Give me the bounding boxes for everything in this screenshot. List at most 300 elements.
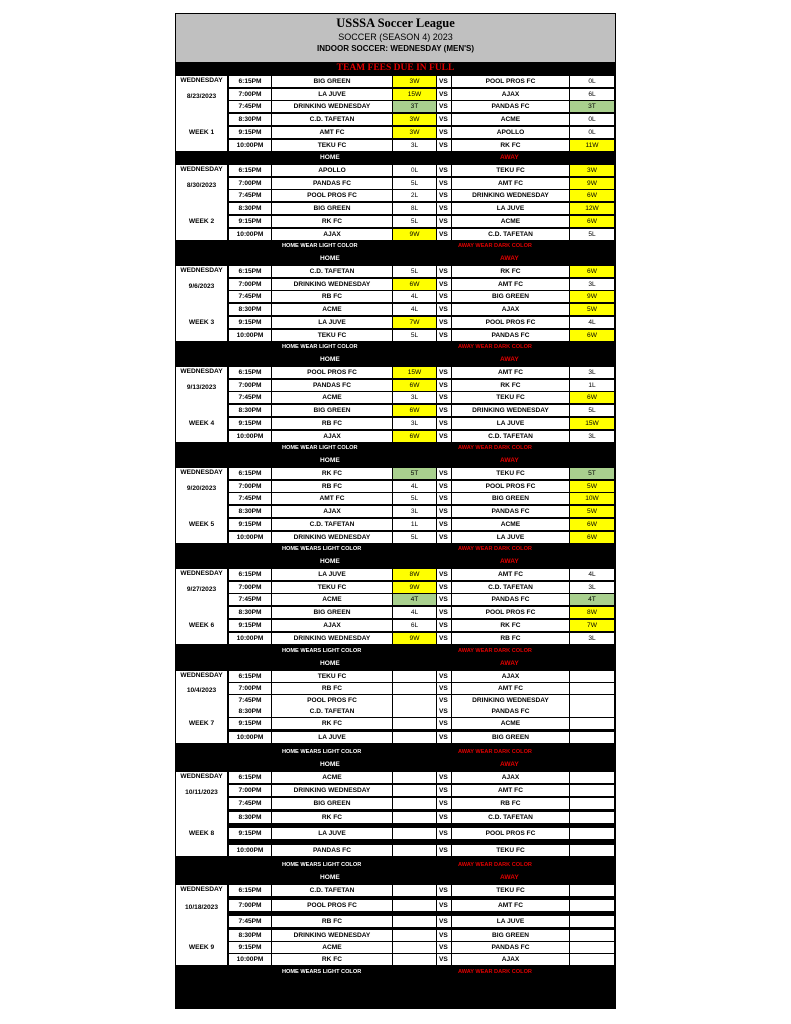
- home-score: 8L: [393, 203, 436, 214]
- home-column-label: HOME: [320, 154, 340, 161]
- home-team: TEKU FC: [272, 671, 392, 682]
- home-score: [393, 900, 436, 911]
- week-day: WEDNESDAY: [180, 773, 223, 780]
- away-team: ACME: [452, 216, 569, 227]
- home-score: 3T: [393, 101, 436, 112]
- week-week: WEEK 6: [188, 621, 215, 629]
- game-time: 7:00PM: [229, 89, 271, 100]
- away-team: BIG GREEN: [452, 291, 569, 302]
- versus-label: VS: [437, 317, 451, 328]
- home-score: 3W: [393, 114, 436, 125]
- game-time: 7:00PM: [229, 900, 271, 911]
- versus-label: VS: [437, 885, 451, 896]
- game-row: [229, 76, 615, 87]
- home-column-label: HOME: [320, 660, 340, 667]
- week-date: 9/13/2023: [186, 383, 217, 391]
- week-label: [176, 367, 227, 442]
- away-team: LA JUVE: [452, 203, 569, 214]
- division-label: INDOOR SOCCER: WEDNESDAY (MEN'S): [316, 44, 475, 53]
- game-time: 7:45PM: [229, 101, 271, 112]
- week-day: WEDNESDAY: [180, 267, 223, 274]
- home-wear-note: HOME WEAR LIGHT COLOR: [282, 445, 358, 451]
- home-team: LA JUVE: [272, 89, 392, 100]
- versus-label: VS: [437, 900, 451, 911]
- game-row: [229, 367, 615, 378]
- away-score: 3L: [570, 279, 614, 290]
- week-day: WEDNESDAY: [180, 469, 223, 476]
- versus-label: VS: [437, 772, 451, 783]
- game-row: [229, 266, 615, 277]
- home-team: C.D. TAFETAN: [272, 519, 392, 530]
- away-team: DRINKING WEDNESDAY: [452, 190, 569, 201]
- away-column-label: AWAY: [500, 558, 519, 565]
- home-wear-note: HOME WEARS LIGHT COLOR: [282, 749, 362, 755]
- versus-label: VS: [437, 392, 451, 403]
- away-score: [570, 916, 614, 927]
- home-team: TEKU FC: [272, 140, 392, 151]
- home-team: RB FC: [272, 481, 392, 492]
- game-time: 10:00PM: [229, 431, 271, 442]
- away-team: TEKU FC: [452, 165, 569, 176]
- home-score: 3L: [393, 418, 436, 429]
- game-time: 6:15PM: [229, 165, 271, 176]
- game-time: 6:15PM: [229, 76, 271, 87]
- week-week: WEEK 7: [188, 719, 215, 727]
- game-time: 9:15PM: [229, 216, 271, 227]
- home-score: 4L: [393, 481, 436, 492]
- game-row: [229, 178, 615, 189]
- game-row: [229, 706, 615, 717]
- away-column-label: AWAY: [500, 761, 519, 768]
- game-time: 7:00PM: [229, 178, 271, 189]
- away-score: [570, 900, 614, 911]
- home-team: DRINKING WEDNESDAY: [272, 785, 392, 796]
- game-row: [229, 772, 615, 783]
- away-score: 5W: [570, 481, 614, 492]
- away-column-label: AWAY: [500, 356, 519, 363]
- game-row: [229, 304, 615, 315]
- home-team: LA JUVE: [272, 732, 392, 743]
- game-time: 9:15PM: [229, 317, 271, 328]
- away-score: 6W: [570, 216, 614, 227]
- versus-label: VS: [437, 291, 451, 302]
- away-score: [570, 706, 614, 717]
- away-team: RK FC: [452, 380, 569, 391]
- home-score: 9W: [393, 582, 436, 593]
- away-score: [570, 954, 614, 965]
- home-team: RB FC: [272, 916, 392, 927]
- away-score: 7W: [570, 620, 614, 631]
- home-score: 6W: [393, 380, 436, 391]
- game-time: 10:00PM: [229, 954, 271, 965]
- versus-label: VS: [437, 405, 451, 416]
- away-team: AJAX: [452, 772, 569, 783]
- away-team: DRINKING WEDNESDAY: [452, 405, 569, 416]
- away-score: 3L: [570, 367, 614, 378]
- away-score: [570, 885, 614, 896]
- game-row: [229, 418, 615, 429]
- game-time: 7:45PM: [229, 916, 271, 927]
- away-score: [570, 812, 614, 823]
- week-label: [176, 885, 227, 965]
- home-score: [393, 732, 436, 743]
- versus-label: VS: [437, 532, 451, 543]
- game-row: [229, 431, 615, 442]
- home-score: 5L: [393, 178, 436, 189]
- home-team: PANDAS FC: [272, 178, 392, 189]
- away-team: TEKU FC: [452, 392, 569, 403]
- versus-label: VS: [437, 519, 451, 530]
- away-score: 15W: [570, 418, 614, 429]
- home-team: RB FC: [272, 418, 392, 429]
- versus-label: VS: [437, 582, 451, 593]
- home-score: 6L: [393, 620, 436, 631]
- game-time: 7:45PM: [229, 190, 271, 201]
- versus-label: VS: [437, 695, 451, 706]
- home-team: AMT FC: [272, 493, 392, 504]
- week-block: [176, 76, 615, 151]
- versus-label: VS: [437, 506, 451, 517]
- game-row: [229, 203, 615, 214]
- home-score: [393, 930, 436, 941]
- away-team: LA JUVE: [452, 532, 569, 543]
- game-time: 9:15PM: [229, 718, 271, 729]
- game-time: 7:45PM: [229, 392, 271, 403]
- away-score: 4L: [570, 569, 614, 580]
- game-row: [229, 405, 615, 416]
- away-team: C.D. TAFETAN: [452, 582, 569, 593]
- game-time: 10:00PM: [229, 532, 271, 543]
- home-score: 4L: [393, 291, 436, 302]
- home-score: [393, 671, 436, 682]
- home-score: 9W: [393, 633, 436, 644]
- away-score: 6W: [570, 266, 614, 277]
- away-team: ACME: [452, 718, 569, 729]
- game-time: 7:45PM: [229, 493, 271, 504]
- home-team: PANDAS FC: [272, 845, 392, 856]
- away-score: 4L: [570, 317, 614, 328]
- game-time: 10:00PM: [229, 845, 271, 856]
- away-score: 5L: [570, 405, 614, 416]
- week-date: 10/18/2023: [184, 904, 218, 911]
- game-row: [229, 127, 615, 138]
- away-score: 6W: [570, 392, 614, 403]
- versus-label: VS: [437, 633, 451, 644]
- home-score: [393, 683, 436, 694]
- home-score: 6W: [393, 431, 436, 442]
- game-time: 6:15PM: [229, 569, 271, 580]
- game-time: 8:30PM: [229, 405, 271, 416]
- game-row: [229, 942, 615, 953]
- home-wear-note: HOME WEARS LIGHT COLOR: [282, 862, 362, 868]
- versus-label: VS: [437, 76, 451, 87]
- home-score: [393, 695, 436, 706]
- game-row: [229, 468, 615, 479]
- away-score: [570, 828, 614, 839]
- game-row: [229, 930, 615, 941]
- home-score: [393, 798, 436, 809]
- away-team: LA JUVE: [452, 418, 569, 429]
- away-team: PANDAS FC: [452, 594, 569, 605]
- away-score: 3T: [570, 101, 614, 112]
- away-team: PANDAS FC: [452, 706, 569, 717]
- week-day: WEDNESDAY: [180, 570, 223, 577]
- versus-label: VS: [437, 942, 451, 953]
- week-week: WEEK 2: [188, 217, 215, 225]
- home-score: 3L: [393, 140, 436, 151]
- game-time: 8:30PM: [229, 930, 271, 941]
- away-team: RK FC: [452, 266, 569, 277]
- game-time: 7:00PM: [229, 683, 271, 694]
- week-day: WEDNESDAY: [180, 886, 223, 893]
- home-team: DRINKING WEDNESDAY: [272, 633, 392, 644]
- away-wear-note: AWAY WEAR DARK COLOR: [458, 969, 532, 975]
- away-wear-note: AWAY WEAR DARK COLOR: [458, 546, 532, 552]
- game-time: 10:00PM: [229, 633, 271, 644]
- week-day: WEDNESDAY: [180, 672, 223, 679]
- away-team: ACME: [452, 519, 569, 530]
- game-row: [229, 582, 615, 593]
- week-block: [176, 671, 615, 743]
- home-score: 5L: [393, 330, 436, 341]
- away-wear-note: AWAY WEAR DARK COLOR: [458, 862, 532, 868]
- home-score: 4L: [393, 607, 436, 618]
- versus-label: VS: [437, 607, 451, 618]
- versus-label: VS: [437, 812, 451, 823]
- home-column-label: HOME: [320, 761, 340, 768]
- away-wear-note: AWAY WEAR DARK COLOR: [458, 243, 532, 249]
- home-team: ACME: [272, 772, 392, 783]
- away-team: C.D. TAFETAN: [452, 812, 569, 823]
- week-label: [176, 569, 227, 644]
- away-score: 0L: [570, 127, 614, 138]
- away-score: 9W: [570, 178, 614, 189]
- game-row: [229, 683, 615, 694]
- away-score: [570, 732, 614, 743]
- away-score: [570, 845, 614, 856]
- game-row: [229, 506, 615, 517]
- game-time: 7:45PM: [229, 695, 271, 706]
- versus-label: VS: [437, 468, 451, 479]
- week-date: 8/23/2023: [186, 92, 217, 100]
- game-time: 7:00PM: [229, 582, 271, 593]
- versus-label: VS: [437, 785, 451, 796]
- game-time: 6:15PM: [229, 367, 271, 378]
- away-score: 6L: [570, 89, 614, 100]
- home-team: LA JUVE: [272, 569, 392, 580]
- away-score: [570, 695, 614, 706]
- home-team: AJAX: [272, 506, 392, 517]
- game-row: [229, 114, 615, 125]
- away-team: ACME: [452, 114, 569, 125]
- game-row: [229, 828, 615, 839]
- home-team: TEKU FC: [272, 330, 392, 341]
- fees-notice: TEAM FEES DUE IN FULL: [176, 62, 615, 75]
- home-score: [393, 942, 436, 953]
- game-row: [229, 633, 615, 644]
- home-team: PANDAS FC: [272, 380, 392, 391]
- home-score: 5L: [393, 532, 436, 543]
- game-time: 7:45PM: [229, 798, 271, 809]
- game-time: 7:45PM: [229, 291, 271, 302]
- game-time: 10:00PM: [229, 330, 271, 341]
- game-time: 8:30PM: [229, 706, 271, 717]
- home-wear-note: HOME WEAR LIGHT COLOR: [282, 243, 358, 249]
- away-team: TEKU FC: [452, 468, 569, 479]
- game-row: [229, 165, 615, 176]
- week-date: 9/6/2023: [188, 282, 215, 290]
- home-team: RK FC: [272, 812, 392, 823]
- game-row: [229, 607, 615, 618]
- versus-label: VS: [437, 732, 451, 743]
- game-time: 7:00PM: [229, 785, 271, 796]
- schedule-header: [176, 14, 615, 62]
- away-team: C.D. TAFETAN: [452, 431, 569, 442]
- week-week: WEEK 5: [188, 520, 215, 528]
- home-score: 3W: [393, 127, 436, 138]
- home-score: 0L: [393, 165, 436, 176]
- away-score: 8W: [570, 607, 614, 618]
- away-team: AMT FC: [452, 900, 569, 911]
- week-block: [176, 367, 615, 442]
- home-score: 3L: [393, 506, 436, 517]
- game-time: 6:15PM: [229, 468, 271, 479]
- versus-label: VS: [437, 798, 451, 809]
- league-title: USSSA Soccer League: [336, 16, 455, 30]
- away-score: 3L: [570, 431, 614, 442]
- game-time: 6:15PM: [229, 266, 271, 277]
- home-column-label: HOME: [320, 558, 340, 565]
- home-team: AJAX: [272, 431, 392, 442]
- away-score: [570, 718, 614, 729]
- game-row: [229, 532, 615, 543]
- versus-label: VS: [437, 493, 451, 504]
- home-team: C.D. TAFETAN: [272, 706, 392, 717]
- game-row: [229, 330, 615, 341]
- game-row: [229, 594, 615, 605]
- versus-label: VS: [437, 216, 451, 227]
- home-score: [393, 785, 436, 796]
- away-team: POOL PROS FC: [452, 481, 569, 492]
- home-score: 1L: [393, 519, 436, 530]
- home-team: RK FC: [272, 718, 392, 729]
- game-row: [229, 785, 615, 796]
- away-score: [570, 772, 614, 783]
- week-week: WEEK 8: [188, 830, 215, 837]
- versus-label: VS: [437, 178, 451, 189]
- game-row: [229, 190, 615, 201]
- game-row: [229, 569, 615, 580]
- game-row: [229, 900, 615, 911]
- versus-label: VS: [437, 279, 451, 290]
- week-label: [176, 468, 227, 543]
- home-score: [393, 828, 436, 839]
- away-score: 0L: [570, 76, 614, 87]
- versus-label: VS: [437, 683, 451, 694]
- game-row: [229, 671, 615, 682]
- versus-label: VS: [437, 89, 451, 100]
- game-row: [229, 279, 615, 290]
- away-team: AJAX: [452, 954, 569, 965]
- home-team: BIG GREEN: [272, 76, 392, 87]
- game-row: [229, 317, 615, 328]
- versus-label: VS: [437, 266, 451, 277]
- week-block: [176, 165, 615, 240]
- away-team: PANDAS FC: [452, 101, 569, 112]
- versus-label: VS: [437, 367, 451, 378]
- versus-label: VS: [437, 190, 451, 201]
- game-time: 9:15PM: [229, 942, 271, 953]
- away-team: C.D. TAFETAN: [452, 229, 569, 240]
- versus-label: VS: [437, 954, 451, 965]
- home-team: RK FC: [272, 954, 392, 965]
- versus-label: VS: [437, 101, 451, 112]
- away-team: POOL PROS FC: [452, 76, 569, 87]
- away-score: 4T: [570, 594, 614, 605]
- week-label: [176, 266, 227, 341]
- game-time: 7:00PM: [229, 380, 271, 391]
- week-date: 9/20/2023: [186, 484, 217, 492]
- away-score: 10W: [570, 493, 614, 504]
- game-time: 8:30PM: [229, 304, 271, 315]
- home-score: 5L: [393, 216, 436, 227]
- week-label: [176, 165, 227, 240]
- game-row: [229, 291, 615, 302]
- home-team: POOL PROS FC: [272, 695, 392, 706]
- home-score: [393, 718, 436, 729]
- game-time: 10:00PM: [229, 140, 271, 151]
- week-date: 10/11/2023: [185, 788, 218, 796]
- away-team: BIG GREEN: [452, 732, 569, 743]
- week-block: [176, 772, 615, 856]
- home-team: AMT FC: [272, 127, 392, 138]
- home-team: RK FC: [272, 468, 392, 479]
- home-team: ACME: [272, 392, 392, 403]
- away-score: 5W: [570, 304, 614, 315]
- home-team: BIG GREEN: [272, 607, 392, 618]
- game-time: 9:15PM: [229, 418, 271, 429]
- away-score: 5L: [570, 229, 614, 240]
- home-score: [393, 845, 436, 856]
- game-time: 7:00PM: [229, 481, 271, 492]
- game-time: 7:45PM: [229, 594, 271, 605]
- week-block: [176, 885, 615, 965]
- away-score: [570, 798, 614, 809]
- game-row: [229, 885, 615, 896]
- away-team: DRINKING WEDNESDAY: [452, 695, 569, 706]
- week-block: [176, 468, 615, 543]
- versus-label: VS: [437, 845, 451, 856]
- home-team: TEKU FC: [272, 582, 392, 593]
- game-row: [229, 519, 615, 530]
- home-score: [393, 885, 436, 896]
- game-row: [229, 845, 615, 856]
- home-score: 7W: [393, 317, 436, 328]
- versus-label: VS: [437, 930, 451, 941]
- away-column-label: AWAY: [500, 255, 519, 262]
- away-team: AJAX: [452, 671, 569, 682]
- home-column-label: HOME: [320, 457, 340, 464]
- home-score: 8W: [393, 569, 436, 580]
- versus-label: VS: [437, 620, 451, 631]
- home-score: [393, 772, 436, 783]
- versus-label: VS: [437, 569, 451, 580]
- home-team: ACME: [272, 304, 392, 315]
- away-column-label: AWAY: [500, 457, 519, 464]
- versus-label: VS: [437, 718, 451, 729]
- away-score: 3W: [570, 165, 614, 176]
- versus-label: VS: [437, 828, 451, 839]
